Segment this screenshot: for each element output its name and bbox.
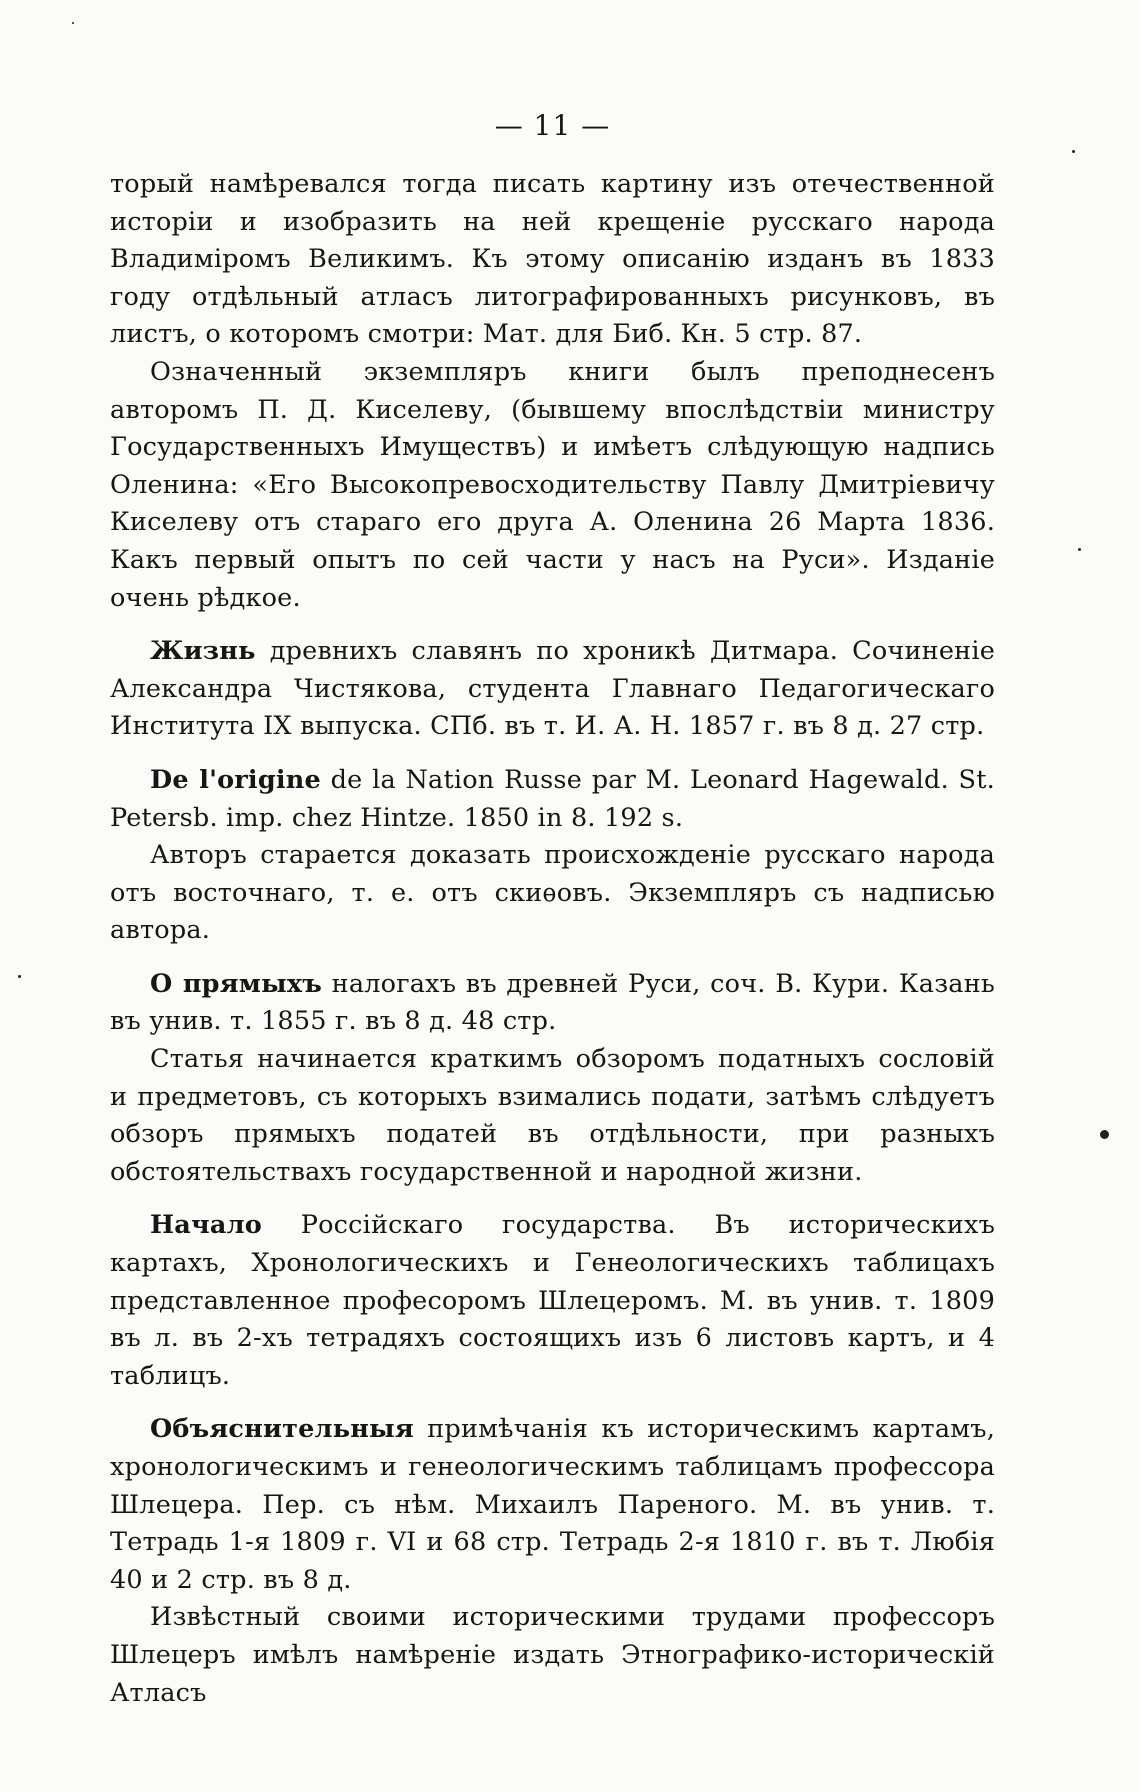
entry-text: de la Nation Russe par M. Leonard Hagewald. St. Petersb. imp. chez Hintze. 1850 in 8. 192 s. <box>110 764 995 833</box>
entry-text: налогахъ въ древней Руси, соч. В. Кури. Казань въ унив. т. 1855 г. въ 8 д. 48 стр. <box>110 968 995 1037</box>
paragraph-continuation <box>110 166 995 354</box>
paragraph-nalogi-note <box>110 1041 995 1191</box>
scan-speck <box>1072 150 1075 153</box>
paragraph-text: торый намѣревался тогда писать картину изъ отечественной исторіи и изобразить на ней крещеніе русскаго народа Владиміромъ Великимъ. Къ этому описанію изданъ въ 1833 году отдѣльный атласъ литографированныхъ рисунковъ, въ листъ, о которомъ смотри: Мат. для Биб. Кн. 5 стр. 87. <box>110 169 995 350</box>
entry-de-l-origine <box>110 762 995 837</box>
paragraph-text: Статья начинается краткимъ обзоромъ податныхъ сословій и предметовъ, съ которыхъ взимались подати, затѣмъ слѣдуетъ обзоръ прямыхъ податей въ отдѣльности, при разныхъ обстоятельствахъ государственной и народной жизни. <box>110 1044 995 1187</box>
scan-speck <box>72 22 74 24</box>
entry-heading: Жизнь <box>150 636 256 667</box>
scan-speck <box>1100 1130 1109 1139</box>
entry-o-pryamykh-nalogakh <box>110 966 995 1041</box>
paragraph-hagewald-note <box>110 837 995 950</box>
entry-zhizn-drevnikh-slavyan <box>110 633 995 746</box>
entry-text: древнихъ славянъ по хроникѣ Дитмара. Сочиненіе Александра Чистякова, студента Главнаго Педагогическаго Института IX выпуска. СПб. въ т. И. А. Н. 1857 г. въ 8 д. 27 стр. <box>110 636 995 742</box>
page-number: — 11 — <box>494 109 611 142</box>
scan-speck <box>18 975 21 978</box>
scan-speck <box>1078 548 1081 551</box>
entry-text: примѣчанія къ историческимъ картамъ, хронологическимъ и генеологическимъ таблицамъ профессора Шлецера. Пер. съ нѣм. Михаилъ Пареного. М. въ унив. т. Тетрадь 1-я 1809 г. VI и 68 стр. Тетрадь 2-я 1810 г. въ т. Любія 40 и 2 стр. въ 8 д. <box>110 1414 995 1595</box>
book-page <box>110 104 995 1764</box>
entry-heading: О прямыхъ <box>150 968 323 999</box>
entry-heading: De l'origine <box>150 764 321 795</box>
entry-text: Россійскаго государства. Въ историческихъ картахъ, Хронологическихъ и Генеологическихъ таблицахъ представленное професоромъ Шлецеромъ. М. въ унив. т. 1809 въ л. въ 2-хъ тетрадяхъ состоящихъ изъ 6 листовъ картъ, и 4 таблицъ. <box>110 1210 995 1391</box>
paragraph-shletser-note <box>110 1599 995 1712</box>
entry-obyasnitelnyya <box>110 1411 995 1599</box>
paragraph-kiselev-copy <box>110 354 995 617</box>
entry-heading: Объяснительныя <box>150 1414 414 1445</box>
paragraph-text: Означенный экземпляръ книги былъ преподнесенъ авторомъ П. Д. Киселеву, (бывшему впослѣдствіи министру Государственныхъ Имуществъ) и имѣетъ слѣдующую надпись Оленина: «Его Высокопревосходительству Павлу Дмитріевичу Киселеву отъ стараго его друга А. Оленина 26 Марта 1836. Какъ первый опытъ по сей части у насъ на Руси». Изданіе очень рѣдкое. <box>110 356 995 613</box>
paragraph-text: Авторъ старается доказать происхожденіе русскаго народа отъ восточнаго, т. е. отъ скиѳовъ. Экземпляръ съ надписью автора. <box>110 840 995 946</box>
entry-heading: Начало <box>150 1210 262 1241</box>
entry-nachalo-rossiyskago <box>110 1207 995 1395</box>
paragraph-text: Извѣстный своими историческими трудами профессоръ Шлецеръ имѣлъ намѣреніе издать Этнографико-историческій Атласъ <box>110 1602 995 1708</box>
